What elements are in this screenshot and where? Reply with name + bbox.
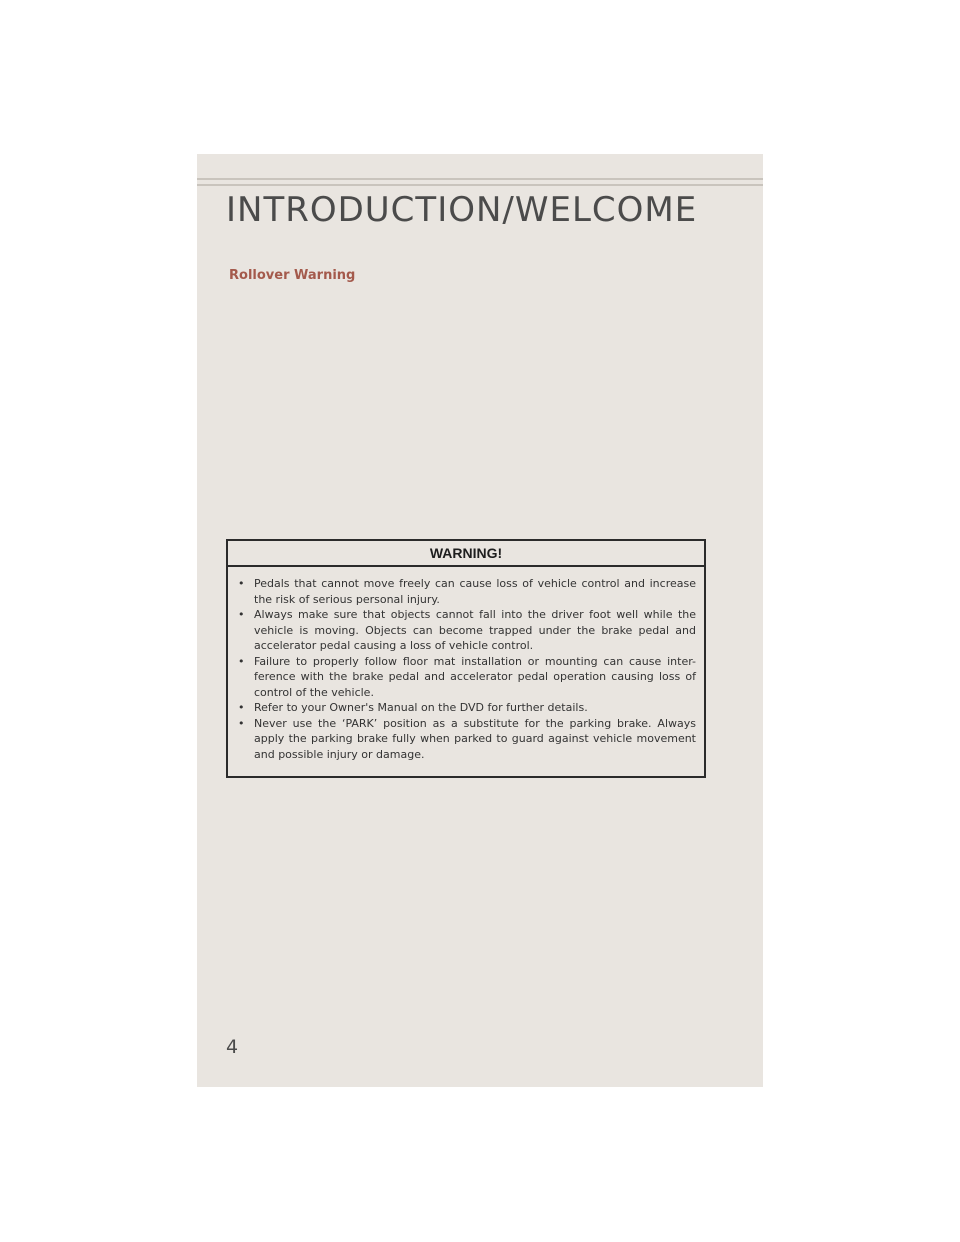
warning-item xyxy=(238,716,696,763)
warning-box xyxy=(226,539,706,778)
bullet-icon: • xyxy=(238,608,245,621)
warning-title: WARNING! xyxy=(228,541,704,567)
warning-item-text: Always make sure that objects cannot fall into the driver foot well while the vehicle is moving. Objects can become trapped under the brake pedal and accelerator pedal causing a loss of vehicle control. xyxy=(254,608,696,652)
sub-heading-rollover-warning: Rollover Warning xyxy=(229,268,356,283)
warning-item-text: Failure to properly follow floor mat installation or mounting can cause inter-ference with the brake pedal and accelerator pedal operation causing loss of control of the vehicle. xyxy=(254,654,696,699)
page-number: 4 xyxy=(226,1036,239,1058)
warning-item xyxy=(238,700,696,716)
manual-page xyxy=(197,154,763,1087)
bullet-icon: • xyxy=(238,577,245,590)
header-rule-bottom xyxy=(197,184,763,186)
bullet-icon: • xyxy=(238,716,245,730)
warning-item xyxy=(238,654,696,701)
section-title: INTRODUCTION/WELCOME xyxy=(226,190,698,230)
bullet-icon: • xyxy=(238,701,245,714)
warning-item-text: Refer to your Owner's Manual on the DVD for further details. xyxy=(254,701,588,714)
warning-list xyxy=(228,567,704,762)
header-rule-top xyxy=(197,178,763,180)
warning-item xyxy=(238,576,696,607)
warning-item-text: Pedals that cannot move freely can cause loss of vehicle control and increase the risk of serious personal injury. xyxy=(254,577,696,606)
bullet-icon: • xyxy=(238,654,245,668)
warning-item xyxy=(238,607,696,654)
warning-item-text: Never use the ‘PARK’ position as a substitute for the parking brake. Always apply the parking brake fully when parked to guard against vehicle movement and possible injury or damage. xyxy=(254,716,696,761)
